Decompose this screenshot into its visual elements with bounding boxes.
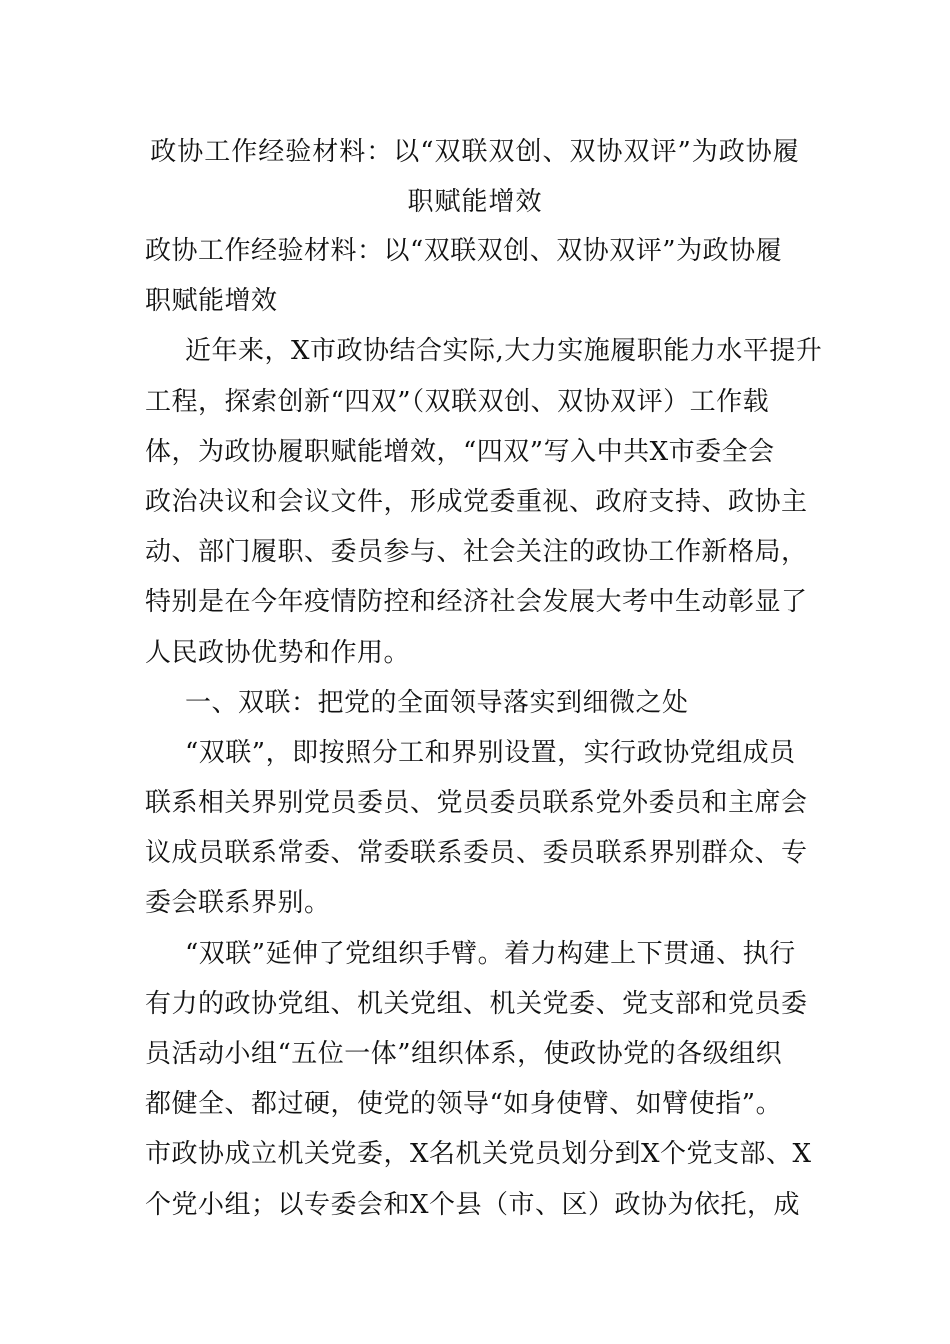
body-line: 有力的政协党组、机关党组、机关党委、党支部和党员委: [145, 988, 808, 1019]
body-line: 都健全、都过硬，使党的领导“如身使臂、如臂使指”。: [145, 1089, 783, 1120]
body-line: 特别是在今年疫情防控和经济社会发展大考中生动彰显了: [145, 587, 808, 618]
body-line: 员活动小组“五位一体”组织体系，使政协党的各级组织: [145, 1039, 783, 1069]
document-body: [145, 226, 823, 1230]
body-line: 个党小组；以专委会和X个县（市、区）政协为依托，成: [145, 1189, 801, 1220]
body-line: 市政协成立机关党委，X名机关党员划分到X个党支部、X: [145, 1139, 812, 1170]
body-line: 职赋能增效: [145, 286, 278, 317]
body-line: 工程，探索创新“四双”（双联双创、双协双评）工作载: [145, 386, 770, 417]
body-line: 体，为政协履职赋能增效，“四双”写入中共X市委全会: [145, 436, 775, 467]
document-title-line-1: 政协工作经验材料：以“双联双创、双协双评”为政协履: [150, 137, 800, 167]
body-line: 政治决议和会议文件，形成党委重视、政府支持、政协主: [145, 486, 808, 517]
body-line: 近年来，X市政协结合实际,大力实施履职能力水平提升: [185, 336, 823, 367]
document-title-line-2: 职赋能增效: [407, 187, 543, 217]
body-line: 政协工作经验材料：以“双联双创、双协双评”为政协履: [145, 236, 783, 266]
body-line: 议成员联系常委、常委联系委员、委员联系界别群众、专: [145, 838, 808, 869]
body-line: 动、部门履职、委员参与、社会关注的政协工作新格局，: [145, 537, 808, 568]
body-line: 委会联系界别。: [145, 888, 331, 919]
body-line: 人民政协优势和作用。: [145, 637, 411, 668]
body-line: “双联”延伸了党组织手臂。着力构建上下贯通、执行: [185, 938, 796, 969]
body-line: “双联”，即按照分工和界别设置，实行政协党组成员: [185, 737, 796, 768]
section-heading: 一、双联：把党的全面领导落实到细微之处: [185, 687, 689, 718]
body-line: 联系相关界别党员委员、党员委员联系党外委员和主席会: [145, 788, 808, 819]
